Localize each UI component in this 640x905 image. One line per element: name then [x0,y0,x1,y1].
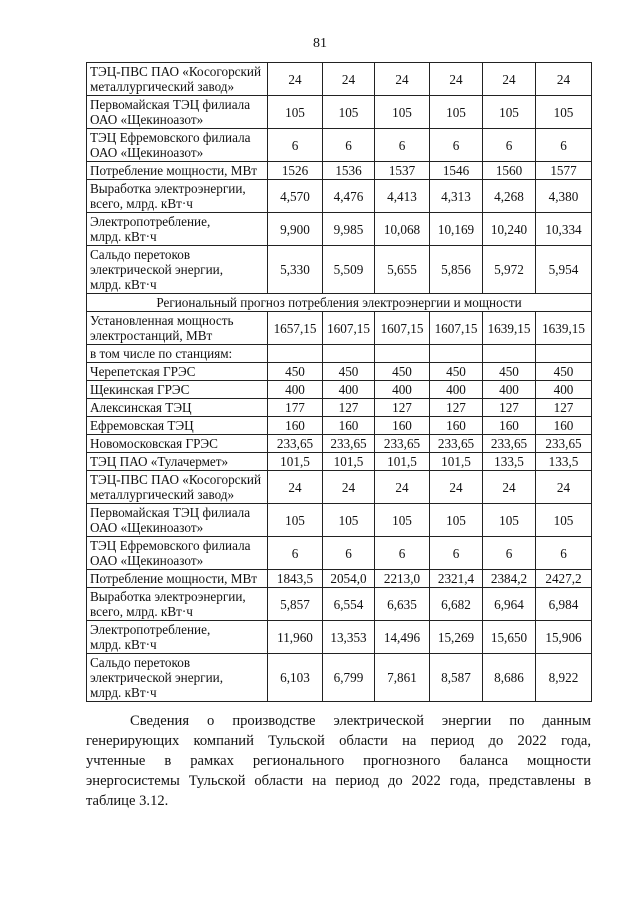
value-cell: 101,5 [268,453,323,471]
value-cell: 127 [483,399,536,417]
value-cell: 24 [536,471,592,504]
row-label [87,96,268,129]
table-row [87,213,592,246]
value-cell: 6,554 [323,588,375,621]
row-label [87,435,268,453]
value-cell: 2054,0 [323,570,375,588]
row-label-line: млрд. кВт·ч [90,637,157,652]
table-row [87,63,592,96]
value-cell: 233,65 [375,435,430,453]
row-label-line: Ефремовская ТЭЦ [90,418,194,433]
row-label-line: Выработка электроэнергии, [90,589,246,604]
energy-balance-table [86,62,592,702]
value-cell: 160 [375,417,430,435]
value-cell: 233,65 [268,435,323,453]
empty-cell [483,345,536,363]
row-label-line: Сальдо перетоков [90,655,191,670]
table-row [87,312,592,345]
value-cell: 233,65 [323,435,375,453]
table-row [87,162,592,180]
row-label [87,399,268,417]
table-row [87,621,592,654]
row-label [87,570,268,588]
value-cell: 5,655 [375,246,430,294]
row-label-line: Установленная мощность [90,313,234,328]
row-label-line: млрд. кВт·ч [90,277,157,292]
row-label-line: ТЭЦ Ефремовского филиала [90,538,251,553]
stations-label: в том числе по станциям: [87,345,268,363]
value-cell: 6 [323,129,375,162]
row-label [87,588,268,621]
value-cell: 400 [430,381,483,399]
value-cell: 1639,15 [483,312,536,345]
empty-cell [430,345,483,363]
value-cell: 160 [536,417,592,435]
row-label-line: Потребление мощности, МВт [90,571,258,586]
row-label-line: металлургический завод» [90,79,235,94]
row-label-line: ТЭЦ-ПВС ПАО «Косогорский [90,64,262,79]
value-cell: 450 [483,363,536,381]
value-cell: 400 [375,381,430,399]
table-row [87,588,592,621]
value-cell: 400 [323,381,375,399]
value-cell: 10,334 [536,213,592,246]
value-cell: 5,972 [483,246,536,294]
value-cell: 14,496 [375,621,430,654]
value-cell: 24 [323,63,375,96]
row-label-line: электрической энергии, [90,262,224,277]
value-cell: 5,509 [323,246,375,294]
stations-label-row [87,345,592,363]
row-label-line: электростанций, МВт [90,328,213,343]
value-cell: 105 [536,504,592,537]
value-cell: 6,682 [430,588,483,621]
value-cell: 4,268 [483,180,536,213]
value-cell: 1657,15 [268,312,323,345]
value-cell: 105 [430,504,483,537]
value-cell: 400 [536,381,592,399]
row-label [87,180,268,213]
value-cell: 10,068 [375,213,430,246]
value-cell: 6 [430,537,483,570]
table-row [87,453,592,471]
value-cell: 450 [430,363,483,381]
value-cell: 2384,2 [483,570,536,588]
value-cell: 15,269 [430,621,483,654]
value-cell: 15,650 [483,621,536,654]
row-label-line: всего, млрд. кВт·ч [90,604,193,619]
value-cell: 24 [375,471,430,504]
value-cell: 450 [536,363,592,381]
value-cell: 6,103 [268,654,323,702]
value-cell: 6 [375,129,430,162]
value-cell: 233,65 [430,435,483,453]
value-cell: 24 [430,63,483,96]
row-label-line: Потребление мощности, МВт [90,163,258,178]
row-label-line: ТЭЦ Ефремовского филиала [90,130,251,145]
row-label-line: млрд. кВт·ч [90,685,157,700]
row-label-line: ОАО «Щекиноазот» [90,145,204,160]
value-cell: 400 [268,381,323,399]
row-label-line: ОАО «Щекиноазот» [90,553,204,568]
value-cell: 1607,15 [375,312,430,345]
value-cell: 6 [268,129,323,162]
row-label-line: ОАО «Щекиноазот» [90,112,204,127]
value-cell: 233,65 [483,435,536,453]
row-label [87,453,268,471]
row-label-line: Электропотребление, [90,622,211,637]
paragraph-line: энергосистемы Тульской области на период до 2022 года, представлены в [86,773,591,789]
page-number: 81 [313,36,327,51]
value-cell: 1607,15 [430,312,483,345]
value-cell: 15,906 [536,621,592,654]
value-cell: 24 [375,63,430,96]
value-cell: 24 [430,471,483,504]
row-label-line: всего, млрд. кВт·ч [90,196,193,211]
table-row [87,417,592,435]
value-cell: 13,353 [323,621,375,654]
table-row [87,381,592,399]
row-label [87,471,268,504]
value-cell: 101,5 [430,453,483,471]
table-row [87,129,592,162]
row-label [87,162,268,180]
value-cell: 233,65 [536,435,592,453]
value-cell: 160 [430,417,483,435]
row-label [87,537,268,570]
value-cell: 105 [483,504,536,537]
value-cell: 8,587 [430,654,483,702]
value-cell: 6 [536,537,592,570]
body-paragraph [86,711,591,811]
table-row [87,537,592,570]
value-cell: 5,330 [268,246,323,294]
value-cell: 105 [323,96,375,129]
value-cell: 4,380 [536,180,592,213]
value-cell: 5,856 [430,246,483,294]
value-cell: 24 [323,471,375,504]
value-cell: 105 [483,96,536,129]
table-section-bottom [87,363,592,702]
row-label-line: Черепетская ГРЭС [90,364,196,379]
value-cell: 6 [483,129,536,162]
value-cell: 24 [483,63,536,96]
table-row [87,246,592,294]
value-cell: 6 [375,537,430,570]
value-cell: 160 [483,417,536,435]
row-label-line: ТЭЦ-ПВС ПАО «Косогорский [90,472,262,487]
value-cell: 6,984 [536,588,592,621]
value-cell: 2427,2 [536,570,592,588]
row-label [87,63,268,96]
value-cell: 450 [323,363,375,381]
table-row [87,180,592,213]
value-cell: 1560 [483,162,536,180]
value-cell: 5,857 [268,588,323,621]
value-cell: 9,900 [268,213,323,246]
value-cell: 450 [375,363,430,381]
value-cell: 160 [268,417,323,435]
value-cell: 400 [483,381,536,399]
value-cell: 24 [268,471,323,504]
value-cell: 11,960 [268,621,323,654]
value-cell: 133,5 [483,453,536,471]
value-cell: 450 [268,363,323,381]
value-cell: 1526 [268,162,323,180]
row-label [87,621,268,654]
value-cell: 4,413 [375,180,430,213]
row-label-line: Новомосковская ГРЭС [90,436,218,451]
value-cell: 105 [268,96,323,129]
value-cell: 1639,15 [536,312,592,345]
row-label [87,363,268,381]
row-label-line: металлургический завод» [90,487,235,502]
value-cell: 127 [375,399,430,417]
table-section-installed [87,312,592,345]
row-label-line: Электропотребление, [90,214,211,229]
value-cell: 133,5 [536,453,592,471]
table-row [87,363,592,381]
value-cell: 127 [536,399,592,417]
value-cell: 6 [536,129,592,162]
row-label-line: Алексинская ТЭЦ [90,400,192,415]
row-label-line: Выработка электроэнергии, [90,181,246,196]
row-label [87,504,268,537]
value-cell: 1536 [323,162,375,180]
value-cell: 127 [430,399,483,417]
empty-cell [536,345,592,363]
value-cell: 6,635 [375,588,430,621]
row-label-line: ОАО «Щекиноазот» [90,520,204,535]
paragraph-line: учтенные в рамках регионального прогнозного баланса мощности [86,753,591,769]
empty-cell [268,345,323,363]
empty-cell [323,345,375,363]
value-cell: 10,169 [430,213,483,246]
table-row [87,654,592,702]
value-cell: 105 [375,504,430,537]
section-title: Региональный прогноз потребления электроэнергии и мощности [87,294,592,312]
value-cell: 177 [268,399,323,417]
row-label-line: Щекинская ГРЭС [90,382,190,397]
value-cell: 9,985 [323,213,375,246]
table-section-stations-label [87,345,592,363]
value-cell: 6 [323,537,375,570]
row-label-line: ТЭЦ ПАО «Тулачермет» [90,454,229,469]
row-label [87,417,268,435]
value-cell: 4,570 [268,180,323,213]
row-label-line: Первомайская ТЭЦ филиала [90,505,251,520]
value-cell: 105 [268,504,323,537]
value-cell: 6,799 [323,654,375,702]
table-row [87,399,592,417]
paragraph-line: генерирующих компаний Тульской области на период до 2022 года, [86,733,591,749]
value-cell: 1843,5 [268,570,323,588]
table-row [87,96,592,129]
value-cell: 8,922 [536,654,592,702]
row-label [87,213,268,246]
row-label-line: Первомайская ТЭЦ филиала [90,97,251,112]
row-label [87,654,268,702]
value-cell: 1537 [375,162,430,180]
row-label [87,129,268,162]
row-label [87,381,268,399]
value-cell: 1607,15 [323,312,375,345]
value-cell: 101,5 [323,453,375,471]
value-cell: 2213,0 [375,570,430,588]
value-cell: 127 [323,399,375,417]
value-cell: 105 [536,96,592,129]
row-label [87,312,268,345]
value-cell: 24 [268,63,323,96]
table-row [87,471,592,504]
value-cell: 6 [268,537,323,570]
paragraph-line: таблице 3.12. [86,793,169,809]
value-cell: 24 [536,63,592,96]
value-cell: 6,964 [483,588,536,621]
value-cell: 8,686 [483,654,536,702]
table-section-title [87,294,592,312]
paragraph-line: Сведения о производстве электрической энергии по данным [130,713,591,729]
table-row [87,435,592,453]
value-cell: 105 [430,96,483,129]
value-cell: 1546 [430,162,483,180]
value-cell: 4,313 [430,180,483,213]
section-title-row [87,294,592,312]
value-cell: 105 [323,504,375,537]
table-section-top [87,63,592,294]
row-label-line: Сальдо перетоков [90,247,191,262]
row-label-line: млрд. кВт·ч [90,229,157,244]
value-cell: 24 [483,471,536,504]
value-cell: 7,861 [375,654,430,702]
value-cell: 1577 [536,162,592,180]
value-cell: 6 [483,537,536,570]
value-cell: 160 [323,417,375,435]
row-label [87,246,268,294]
empty-cell [375,345,430,363]
value-cell: 105 [375,96,430,129]
row-label-line: электрической энергии, [90,670,224,685]
value-cell: 2321,4 [430,570,483,588]
table-row [87,570,592,588]
value-cell: 4,476 [323,180,375,213]
value-cell: 5,954 [536,246,592,294]
value-cell: 10,240 [483,213,536,246]
value-cell: 6 [430,129,483,162]
table-row [87,504,592,537]
value-cell: 101,5 [375,453,430,471]
